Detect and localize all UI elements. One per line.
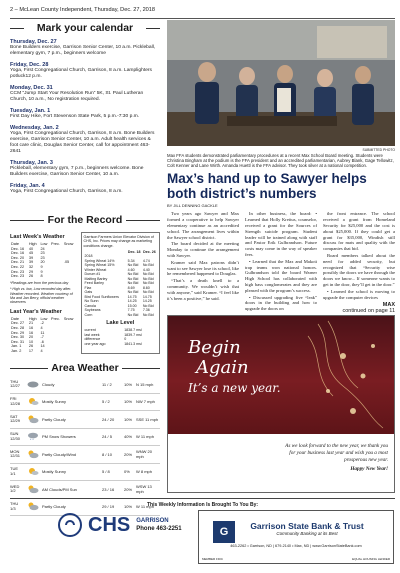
calendar-entry — [10, 183, 160, 195]
weather-icon — [26, 467, 40, 477]
table-cell: Dec. 27 — [11, 321, 25, 326]
table-cell: Feed Barley — [84, 281, 104, 286]
table-header-cell: Date — [11, 316, 20, 321]
table-cell: No Bid — [142, 312, 154, 317]
caption-text: Max FFA students demonstrated parliamentary procedures at a recent Max School Board meeting. Students were Christina Bingham at the podium is the FFA president and an accredited parliamentarian, Aubrey Blank, Gage Tellowitz, Colt Kenner and Lane Wirth. Amanda Huettl is the FFA advisor. They took silver at a national competition. — [167, 153, 394, 169]
table-header-cell: Snow — [63, 316, 74, 321]
table-cell: current — [84, 328, 96, 333]
record-section — [10, 212, 160, 354]
table-cell: 17 — [28, 348, 34, 353]
photo-credit: SUBMITTED PHOTO — [362, 148, 395, 152]
weather-history — [10, 232, 77, 354]
table-cell: No Bid — [127, 276, 139, 281]
table-cell: 39 — [28, 260, 34, 265]
table-cell: No Bid — [127, 312, 139, 317]
article-paragraph: “That’s a death knell to a community. We wouldn’t wish that with anyone,” said Kramer. “I feel like it’s been a positive,” he said. — [167, 278, 239, 301]
chs-logo-icon — [58, 513, 82, 537]
area-weather-row — [10, 464, 160, 482]
weather-note: *Readings are from the previous day — [10, 280, 69, 285]
forecast-day: SAT 12/29 — [10, 413, 21, 424]
ad-message-text: As we look forward to the new year, we thank you for your business last year and wish you a most prosperous new year. — [285, 443, 388, 463]
table-cell: difference — [84, 337, 101, 342]
table-cell: Dec. 16 — [11, 246, 25, 251]
table-cell: 24 — [40, 246, 45, 251]
area-weather-row — [10, 394, 160, 412]
table-row — [84, 342, 157, 347]
area-weather-row — [10, 376, 160, 394]
table-cell: -7 — [40, 335, 44, 340]
area-weather-title: Area Weather — [51, 362, 119, 374]
table-cell: Dec. 16 — [11, 251, 25, 256]
forecast-day: WED 1/2 — [10, 483, 20, 494]
table-cell: Dec. 22 — [11, 264, 25, 269]
table-cell: No Bid — [127, 263, 139, 268]
table-cell: 9 — [40, 269, 43, 274]
article-paragraph: In other business, the board: • Learned that Holly Kreitus, counselor, received a grant for the Sources of Strength suicide program. Student leader will be trained along with staff and Pastor Erik Gulbrandson. Future costs may come in the way of speaker fees. — [245, 211, 317, 257]
table-cell: Dec. 20 — [11, 255, 25, 260]
calendar-entry — [10, 85, 160, 103]
table-header-cell: Dec. 26 — [143, 250, 156, 255]
table-cell: Dec. 28 — [11, 325, 25, 330]
table-cell: 4.74 — [142, 258, 150, 263]
area-weather-row — [10, 481, 160, 499]
forecast-precip: 10% — [124, 381, 133, 387]
table-cell: Spring Wheat 14% — [84, 258, 115, 263]
table-cell: Winter Wheat — [84, 267, 107, 272]
table-header-cell: Snow — [63, 242, 74, 246]
weather-icon — [26, 397, 40, 407]
calendar-entry-text: First Day Hike, Fort Stevenson State Park, 5 p.m.-7:30 p.m. — [10, 114, 140, 119]
table-cell: Jan. 1 — [11, 344, 22, 349]
table-cell: 10 — [28, 339, 34, 344]
table-cell: 1841.3 msl — [124, 341, 142, 346]
table-cell: 20 — [28, 335, 34, 340]
table-cell: Dec. 31 — [11, 339, 25, 344]
table-cell: one year ago — [84, 341, 106, 346]
chs-logo-text: CHS — [88, 513, 131, 536]
table-cell: Durum #1 — [84, 272, 101, 277]
table-row — [84, 313, 157, 318]
table-header-cell: Prec. — [51, 316, 60, 321]
table-cell: -2 — [40, 321, 44, 326]
title-rule-right — [122, 368, 160, 369]
ad-script-line-1: Begin — [188, 337, 241, 358]
fdic-label: MEMBER FDIC — [202, 557, 223, 561]
forecast-precip: 0% — [124, 469, 130, 475]
table-header-cell: Prec. — [51, 242, 60, 246]
table-cell: Soybeans — [84, 308, 101, 313]
title-rule-right — [146, 28, 160, 29]
table-header-cell: Dec. 18 — [127, 250, 141, 255]
table-cell: 15.00 — [127, 303, 137, 308]
title-rule-left — [10, 220, 44, 221]
table-header-cell: High — [28, 316, 37, 321]
calendar-entry-date: Tuesday, Jan. 1 — [10, 108, 51, 114]
article-column-3 — [323, 211, 395, 314]
table-cell: last week — [84, 332, 100, 337]
forecast-high-low: 24 / 20 — [102, 416, 115, 422]
article-column-1 — [167, 211, 239, 314]
calendar-title-bar — [10, 20, 160, 36]
continued-link[interactable]: continued on page 11 — [342, 308, 395, 315]
area-weather-row — [10, 411, 160, 429]
table-cell: 5.34 — [127, 258, 135, 263]
grain-price-table — [84, 250, 157, 317]
ad-script — [188, 338, 281, 398]
article-paragraph: the front entrance. The school received a grant from Homeland Security for $25,000 and the cost is about $25,000. If they could get a grant for $35,000, Windish still discuss for mats and quality with the companies that bid. — [323, 211, 395, 252]
forecast-wind: WNW 20 mph — [136, 449, 152, 460]
forecast-precip: 40% — [124, 434, 133, 440]
table-cell: Spring Wheat 15% — [84, 263, 115, 268]
table-cell: No Bid — [142, 263, 154, 268]
forecast-precip: 10% — [124, 399, 133, 405]
forecast-wind: SSE 11 mph — [136, 416, 159, 422]
forecast-desc: PM Snow Showers — [42, 434, 76, 440]
table-cell: 4.60 — [127, 267, 135, 272]
table-cell: No Bid — [142, 272, 154, 277]
table-header-cell: Low — [40, 242, 48, 246]
table-cell: Flax — [84, 285, 92, 290]
chs-location: GARRISON — [136, 518, 169, 524]
table-cell: 20 — [40, 260, 45, 265]
calendar-entry-text: Yoga, First Congregational Church, Garrison, 8 a.m. Lamplighters potluck12 p.m. — [10, 68, 152, 79]
bank-advertisement — [167, 315, 395, 493]
table-cell: 11 — [40, 330, 45, 335]
area-weather-row — [10, 429, 160, 447]
forecast-day: TUE 1/1 — [10, 466, 18, 476]
table-cell: 7.36 — [142, 308, 150, 313]
area-weather-list — [10, 376, 160, 516]
table-cell: No Bid — [127, 281, 139, 286]
table-cell: 1838.7 msl — [124, 328, 142, 333]
table-cell: No Bid — [142, 281, 154, 286]
ffa-meeting-photo — [167, 20, 395, 146]
table-row — [10, 349, 77, 354]
last-week-weather-title: Last Week's Weather — [10, 234, 65, 240]
table-cell: Dec. 21 — [11, 260, 25, 265]
table-cell: Corn — [84, 312, 93, 317]
ad-banner — [168, 316, 394, 434]
area-weather-row — [10, 446, 160, 464]
table-cell: 16 — [28, 325, 34, 330]
calendar-entry — [10, 125, 160, 155]
table-cell: No Bid — [142, 276, 154, 281]
weather-icon — [26, 449, 40, 459]
table-cell: Oats — [84, 290, 93, 295]
last-week-weather-table — [10, 242, 77, 279]
forecast-wind: NW 7 mph — [136, 399, 155, 405]
record-title-bar — [10, 212, 160, 228]
forecast-day: FRI 12/28 — [10, 396, 21, 406]
forecast-high-low: 24 / 5 — [102, 434, 113, 440]
table-cell: Dec. 23 — [11, 274, 25, 279]
article-headline: Max’s hand up to Sawyer helps both district’s numbers — [167, 171, 367, 202]
table-cell: 26 — [28, 344, 34, 349]
forecast-precip: 20% — [124, 451, 133, 457]
forecast-desc: Cloudy — [42, 381, 55, 387]
sponsor-strip — [10, 498, 395, 567]
table-row — [10, 274, 77, 279]
calendar-entry-date: Wednesday, Jan. 2 — [10, 125, 59, 131]
forecast-precip: 10% — [124, 504, 133, 510]
article-byline: BY JILL DENNING GACKLE — [167, 203, 218, 209]
table-cell: No Bid — [127, 272, 139, 277]
forecast-precip: 20% — [124, 486, 133, 492]
header-text: 2 – McLean County Independent, Thursday, Dec. 27, 2018 — [10, 7, 156, 13]
table-cell: 14 — [40, 344, 45, 349]
table-cell: 40 — [28, 246, 34, 251]
area-weather-title-bar — [10, 360, 160, 376]
forecast-wind: N 15 mph — [136, 381, 154, 387]
table-cell: 23 — [40, 255, 45, 260]
table-cell — [50, 349, 63, 354]
forecast-wind: WSW 13 mph — [136, 484, 152, 495]
ad-script-line-3: It’s a new year. — [188, 381, 281, 395]
table-cell: Canola — [84, 303, 96, 308]
table-cell: 14.25 — [142, 299, 152, 304]
table-cell: Dec. 30 — [11, 335, 25, 340]
table-cell: 14.75 — [127, 294, 137, 299]
calendar-entry — [10, 62, 160, 80]
table-cell: Malting Barley — [84, 276, 108, 281]
grain-prices — [81, 232, 160, 354]
table-cell: 7.75 — [127, 308, 135, 313]
forecast-desc: Partly Cloudy — [42, 504, 66, 510]
title-rule-right — [126, 220, 160, 221]
table-cell: 21 — [28, 321, 34, 326]
bank-name: Garrison State Bank & Trust — [250, 521, 364, 531]
forecast-day: MON 12/31 — [10, 448, 21, 459]
forecast-desc: Partly Cloudy/Wind — [42, 451, 77, 457]
calendar-entry-date: Friday, Jan. 4 — [10, 183, 45, 189]
forecast-day: THU 12/27 — [10, 378, 21, 389]
table-header-cell: Low — [40, 316, 48, 321]
ad-message — [278, 443, 388, 473]
weather-icon — [26, 379, 40, 389]
bank-logo-icon: G — [213, 521, 235, 543]
calendar-entry — [10, 39, 160, 57]
forecast-high-low: 29 / 19 — [102, 504, 115, 510]
chs-phone: Phone 463-2251 — [136, 526, 182, 532]
table-cell: 32 — [28, 264, 34, 269]
forecast-desc: Partly Cloudy — [42, 416, 66, 422]
forecast-desc: AM Clouds/PM Sun — [42, 486, 77, 492]
forecast-high-low: 5 / 2 — [102, 399, 110, 405]
table-header-cell: High — [28, 242, 37, 246]
calendar-entry-date: Thursday, Jan. 3 — [10, 160, 53, 166]
forecast-desc: Mostly Sunny — [42, 399, 67, 405]
article-paragraph: The board decided at the meeting Monday to continue the arrangement with Sawyer. — [167, 241, 239, 258]
table-cell: Bird Food Sunflowers — [84, 294, 119, 299]
table-cell — [50, 274, 63, 279]
calendar-entry-text: Yoga, First Congregational Church, Garrison, 8 a.m. — [10, 189, 123, 194]
calendar-entry-text: Bone Builders exercise, Garrison Senior Center, 10 a.m. Pickleball, elementary gym, 7 p.m., beginners welcome — [10, 45, 156, 56]
article-body — [167, 211, 395, 314]
forecast-wind: W 11 mph — [136, 434, 154, 440]
title-rule-left — [10, 28, 24, 29]
table-cell — [63, 274, 77, 279]
calendar-list — [10, 39, 160, 195]
article-paragraph: • Discussed upgrading five “leak” doors in the building and how to upgrade the doors on — [245, 294, 317, 312]
main-story-column — [167, 20, 395, 314]
forecast-wind: W 11 mph — [136, 504, 154, 510]
table-cell: 8.69 — [127, 285, 135, 290]
table-cell: 8.60 — [142, 285, 150, 290]
table-cell: 9 — [40, 264, 43, 269]
area-weather-section — [10, 360, 160, 516]
weather-icon — [26, 432, 40, 442]
calendar-entry — [10, 160, 160, 178]
table-cell: 14.75 — [142, 294, 152, 299]
continued-label: MAX — [382, 302, 395, 309]
forecast-precip: 10% — [124, 416, 133, 422]
table-cell: No Bid — [142, 303, 154, 308]
article-paragraph: • Learned that the Max and Makoti trap teams won national honors. Gulbrandson told the board Warner High School has collaborated with high bass conglomerates and they are pleased with the program’s success. — [245, 258, 317, 293]
table-cell: 23 — [40, 251, 45, 256]
table-cell: No Bid — [127, 290, 139, 295]
table-header-cell: Date — [11, 242, 20, 246]
bank-contact[interactable]: 463-2262 • Garrison, ND | 679-2140 • Max, ND | www.GarrisonStateBank.com — [230, 544, 362, 548]
table-cell: Dec. 23 — [11, 269, 25, 274]
weather-icon — [26, 484, 40, 494]
chs-sponsor — [58, 513, 182, 537]
table-cell: Jan. 2 — [11, 348, 22, 353]
forecast-wind: W 8 mph — [136, 469, 153, 475]
chs-details — [136, 517, 181, 533]
table-cell: No Sunn — [84, 299, 99, 304]
svg-text:* *: * * — [30, 438, 34, 442]
calendar-entry — [10, 108, 160, 120]
table-cell: 4 — [40, 325, 43, 330]
table-cell: 39 — [28, 255, 34, 260]
calendar-section — [10, 20, 160, 200]
table-cell: 26 — [28, 274, 34, 279]
record-body — [10, 232, 160, 354]
table-cell — [63, 349, 77, 354]
table-cell: Dec. 29 — [11, 330, 25, 335]
calendar-entry-date: Monday, Dec. 31 — [10, 85, 53, 91]
grain-caption: Garrison Farmers Union Elevator Division of CHS, Inc. Prices may change as marketing conditions change. — [83, 235, 154, 248]
forecast-high-low: 23 / 16 — [102, 486, 115, 492]
table-cell: 8 — [40, 274, 43, 279]
bank-sponsor — [198, 510, 394, 564]
table-cell: 29 — [28, 269, 34, 274]
record-title: For the Record — [47, 214, 123, 226]
table-cell: 0 — [124, 337, 127, 342]
table-cell: 2018 — [84, 254, 93, 259]
table-cell: 4 — [40, 348, 43, 353]
title-rule-left — [10, 368, 48, 369]
lake-level-title: Lake Level — [106, 320, 135, 327]
bank-tagline: Community Banking at its Best — [276, 531, 338, 536]
table-cell: 45 — [28, 251, 34, 256]
sponsor-title: This Weekly Information Is Brought To You By: — [146, 502, 259, 508]
table-cell: -6 — [40, 339, 44, 344]
equal-housing-label: EQUAL HOUSING LENDER — [352, 557, 390, 561]
article-paragraph: • Learned the school is moving to upgrade the computer devices — [323, 288, 395, 300]
last-year-weather-table — [10, 317, 77, 354]
calendar-entry-date: Friday, Dec. 28 — [10, 62, 49, 68]
article-column-2 — [245, 211, 317, 314]
forecast-day: THU 1/3 — [10, 501, 19, 511]
forecast-desc: Mostly Sunny — [42, 469, 67, 475]
table-cell: No Bid — [142, 290, 154, 295]
calendar-entry-date: Thursday, Dec. 27 — [10, 39, 57, 45]
table-cell: 16 — [28, 330, 34, 335]
ad-script-line-2: Again — [196, 357, 249, 378]
calendar-title: Mark your calendar — [36, 22, 134, 34]
weather-credit: * High vs. low, Low recorded day after. Weather recorded. Weather courtesy of Ma and Jan Berry, official weather observers — [10, 287, 73, 305]
photo-caption — [167, 148, 395, 168]
calendar-entry-text: CCM “Jump Start Your Resolution Run” 5K, St. Paul Lutheran Church, 10 a.m., No registration required. — [10, 91, 144, 102]
calendar-entry-text: Pickleball, elementary gym, 7 p.m., beginners welcome. Bone Builders exercise, Garrison Senior Center, 10 a.m. — [10, 166, 144, 177]
photo-illustration — [167, 20, 395, 146]
forecast-high-low: 5 / 8 — [102, 469, 110, 475]
forecast-day: SUN 12/30 — [10, 431, 21, 441]
table-cell: 14.25 — [127, 299, 137, 304]
ad-closing: Happy New Year! — [350, 466, 388, 472]
forecast-high-low: 8 / 10 — [102, 451, 113, 457]
article-paragraph: Kramer said Max patrons didn’t want to see Sawyer lose its school, like he remembered happened to Douglas. — [167, 259, 239, 277]
last-year-weather-title: Last Year's Weather — [10, 308, 62, 315]
table-cell: 4.40 — [142, 267, 150, 272]
page-header — [10, 7, 395, 19]
table-cell: .05 — [63, 260, 70, 265]
table-cell: 1839.7 msl — [124, 332, 142, 337]
forecast-high-low: 11 / 2 — [102, 381, 112, 387]
calendar-entry-text: Yoga, First Congregational Church, Garrison, 8 a.m. Bone Builders exercise, Garrison Senior Center, 10 a.m. Adult health services & foot care clinic, Douglas Senior Center, call for appointment 463-2641 — [10, 131, 155, 154]
lake-level-table — [84, 328, 157, 346]
article-paragraph: Two years ago Sawyer and Max formed a cooperative to help Sawyer elementary continue as an accredited school. The arrangement lives within the Sawyer school district. — [167, 211, 239, 240]
article-paragraph: Board members talked about the need for added security, but recognized that “Security wise possibly the doors we have through the doors we know... If someone wants to get in the door, they’ll get in the door.” — [323, 252, 395, 287]
weather-icon — [26, 414, 40, 424]
